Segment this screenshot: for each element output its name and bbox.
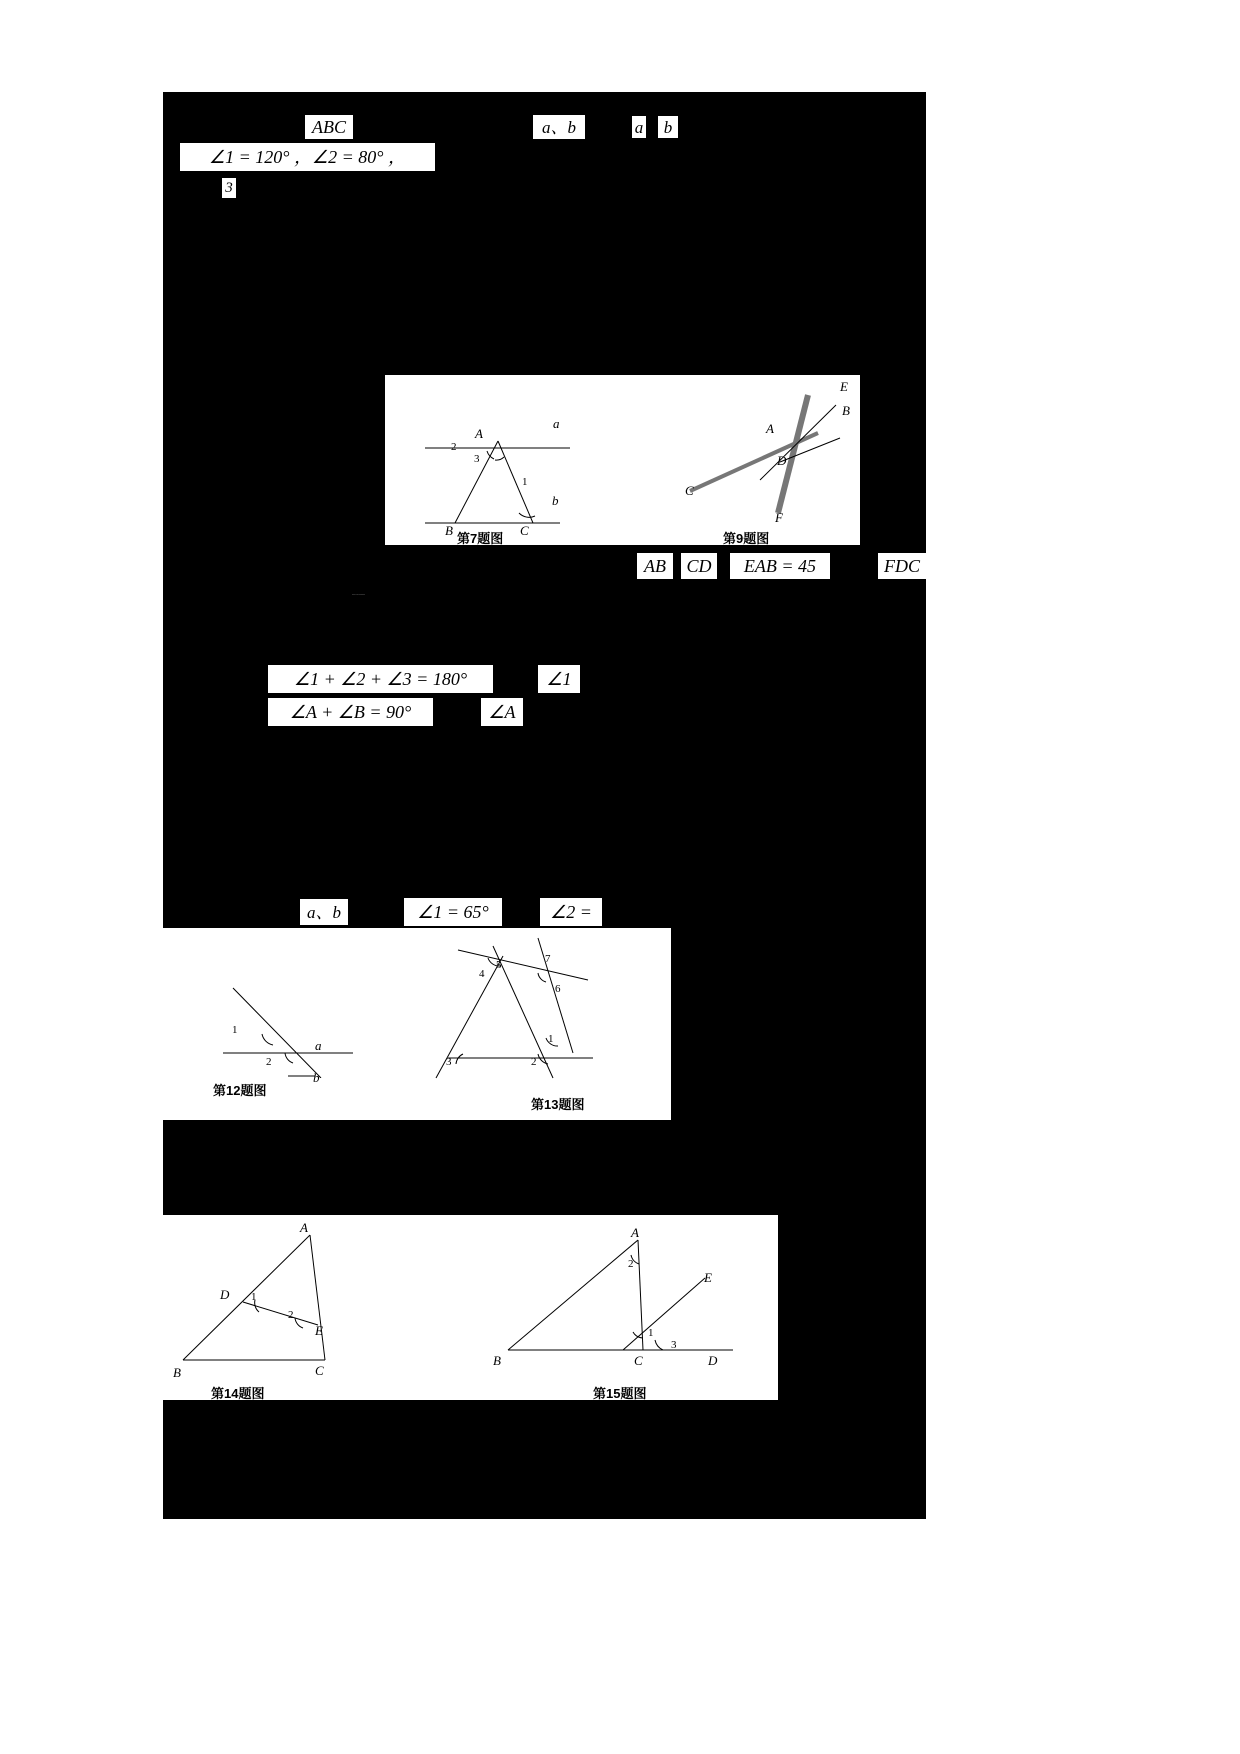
figure-14-caption: 第14题图 xyxy=(211,1386,265,1401)
figure-7-label-C: C xyxy=(520,523,529,538)
figure-14-label-D: D xyxy=(220,1287,230,1302)
figure-13-angle-3: 3 xyxy=(446,1056,452,1068)
figure-7-label-A: A xyxy=(475,426,483,441)
figure-9-label-A: A xyxy=(766,421,774,436)
figure-15-label-E: E xyxy=(704,1270,712,1285)
figure-row-1 xyxy=(385,375,860,545)
figure-13-angle-1: 1 xyxy=(548,1033,554,1045)
figure-14-angle-1: 1 xyxy=(251,1291,257,1303)
figure-13-caption: 第13题图 xyxy=(531,1097,585,1112)
figure-14-drawing xyxy=(173,1220,403,1385)
fragment-angle1-65: ∠1 = 65° xyxy=(404,898,502,926)
fragment-line-b: b xyxy=(658,116,678,138)
figure-15-label-A: A xyxy=(631,1225,639,1240)
figure-9-label-E: E xyxy=(840,379,848,394)
figure-9-label-C: C xyxy=(685,483,694,498)
fragment-lines-ab-2: a、b xyxy=(300,899,348,925)
figure-7-label-b: b xyxy=(552,493,559,508)
figure-row-3 xyxy=(163,1215,778,1400)
figure-14-label-B: B xyxy=(173,1365,181,1380)
fragment-ab: AB xyxy=(637,553,673,579)
figure-7-angle-1: 1 xyxy=(522,476,528,488)
figure-15-angle-1: 1 xyxy=(648,1327,654,1339)
fragment-line-a: a xyxy=(632,116,646,138)
fragment-fdc: FDC xyxy=(878,553,926,579)
figure-9-label-F: F xyxy=(775,510,783,525)
figure-7-angle-2: 2 xyxy=(451,441,457,453)
figure-13-angle-5: 5 xyxy=(496,959,502,971)
tiny-note: ............ xyxy=(352,591,366,596)
fragment-eab-45: EAB = 45 xyxy=(730,553,830,579)
figure-12-caption: 第12题图 xyxy=(213,1083,267,1098)
figure-13-angle-2: 2 xyxy=(531,1056,537,1068)
figure-13-angle-6: 6 xyxy=(555,983,561,995)
figure-15-label-B: B xyxy=(493,1353,501,1368)
figure-7-label-a: a xyxy=(553,416,560,431)
figure-row-2 xyxy=(163,928,671,1120)
figure-7-angle-3: 3 xyxy=(474,453,480,465)
figure-15-angle-3: 3 xyxy=(671,1339,677,1351)
figure-13-angle-7: 7 xyxy=(545,953,551,965)
fragment-sum-180: ∠1 + ∠2 + ∠3 = 180° xyxy=(268,665,493,693)
fragment-a-plus-b-90: ∠A + ∠B = 90° xyxy=(268,698,433,726)
figure-13-drawing xyxy=(388,928,648,1093)
figure-12-angle-2: 2 xyxy=(266,1056,272,1068)
figure-9-label-D: D xyxy=(777,453,787,468)
fragment-angle1-angle2: ∠1 = 120° ，∠2 = 80° ， xyxy=(180,143,435,171)
figure-14-angle-2: 2 xyxy=(288,1309,294,1321)
figure-7-drawing xyxy=(405,403,605,543)
fragment-angle-a: ∠A xyxy=(481,698,523,726)
figure-15-label-C: C xyxy=(634,1353,643,1368)
figure-12-angle-1: 1 xyxy=(232,1024,238,1036)
figure-7-caption: 第7题图 xyxy=(457,531,504,546)
figure-13-angle-4: 4 xyxy=(479,968,485,980)
figure-14-label-A: A xyxy=(300,1220,308,1235)
figure-15-caption: 第15题图 xyxy=(593,1386,647,1401)
figure-12-label-b: b xyxy=(313,1070,320,1085)
figure-14-label-E: E xyxy=(315,1323,323,1338)
figure-7-label-B: B xyxy=(445,523,453,538)
figure-15-drawing xyxy=(483,1220,773,1385)
figure-9-drawing xyxy=(640,383,850,533)
figure-12-label-a: a xyxy=(315,1038,322,1053)
fragment-angle3: 3 xyxy=(222,178,236,198)
fragment-cd: CD xyxy=(681,553,717,579)
figure-9-label-B: B xyxy=(842,403,850,418)
figure-15-angle-2: 2 xyxy=(628,1258,634,1270)
fragment-angle1b: ∠1 xyxy=(538,665,580,693)
fragment-abc: ABC xyxy=(305,115,353,139)
fragment-lines-ab: a、b xyxy=(533,115,585,139)
figure-9-caption: 第9题图 xyxy=(723,531,770,546)
figure-14-label-C: C xyxy=(315,1363,324,1378)
figure-15-label-D: D xyxy=(708,1353,718,1368)
figure-12-drawing xyxy=(193,938,373,1078)
fragment-angle2-eq: ∠2 = xyxy=(540,898,602,926)
